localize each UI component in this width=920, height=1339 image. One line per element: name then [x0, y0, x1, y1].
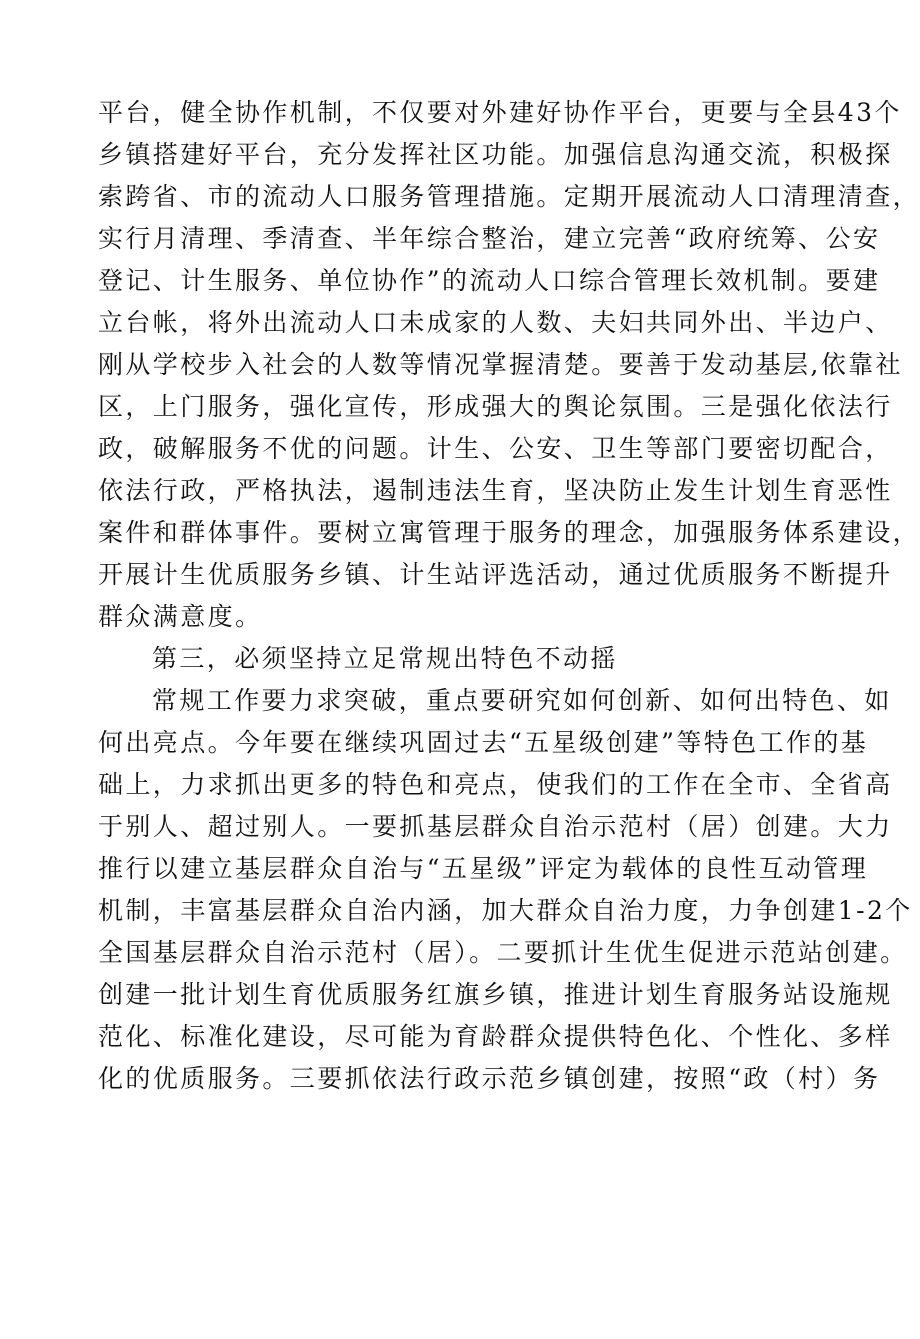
text-line: 机制，丰富基层群众自治内涵，加大群众自治力度，力争创建1-2个 — [98, 896, 913, 925]
text-line: 范化、标准化建设，尽可能为育龄群众提供特色化、个性化、多样 — [98, 1022, 893, 1051]
text-line: 依法行政，严格执法，遏制违法生育，坚决防止发生计划生育恶性 — [98, 476, 893, 505]
text-line: 开展计生优质服务乡镇、计生站评选活动，通过优质服务不断提升 — [98, 560, 893, 589]
text-line: 平台，健全协作机制，不仅要对外建好协作平台，更要与全县43个 — [98, 98, 902, 127]
text-line: 登记、计生服务、单位协作”的流动人口综合管理长效机制。要建 — [98, 266, 881, 295]
text-line: 全国基层群众自治示范村（居）。二要抓计生优生促进示范站创建。 — [98, 938, 908, 967]
text-line: 实行月清理、季清查、半年综合整治，建立完善“政府统筹、公安 — [98, 224, 881, 253]
body-text — [98, 92, 920, 1100]
text-line: 创建一批计划生育优质服务红旗乡镇，推进计划生育服务站设施规 — [98, 980, 893, 1009]
text-line: 区，上门服务，强化宣传，形成强大的舆论氛围。三是强化依法行 — [98, 392, 893, 421]
section-heading: 第三，必须坚持立足常规出特色不动摇 — [152, 644, 618, 673]
paragraph-first-line: 常规工作要力求突破，重点要研究如何创新、如何出特色、如 — [152, 686, 892, 715]
text-line: 何出亮点。今年要在继续巩固过去“五星级创建”等特色工作的基 — [98, 728, 869, 757]
text-line: 群众满意度。 — [98, 602, 263, 631]
text-line: 刚从学校步入社会的人数等情况掌握清楚。要善于发动基层,依靠社 — [98, 350, 903, 379]
text-line: 推行以建立基层群众自治与“五星级”评定为载体的良性互动管理 — [98, 854, 869, 883]
text-line: 立台帐，将外出流动人口未成家的人数、夫妇共同外出、半边户、 — [98, 308, 893, 337]
text-line: 案件和群体事件。要树立寓管理于服务的理念，加强服务体系建设， — [98, 518, 920, 547]
text-line: 础上，力求抓出更多的特色和亮点，使我们的工作在全市、全省高 — [98, 770, 893, 799]
text-line: 政，破解服务不优的问题。计生、公安、卫生等部门要密切配合， — [98, 434, 893, 463]
text-line: 化的优质服务。三要抓依法行政示范乡镇创建，按照“政（村）务 — [98, 1064, 881, 1093]
text-line: 索跨省、市的流动人口服务管理措施。定期开展流动人口清理清查， — [98, 182, 920, 211]
text-line: 于别人、超过别人。一要抓基层群众自治示范村（居）创建。大力 — [98, 812, 893, 841]
text-line: 乡镇搭建好平台，充分发挥社区功能。加强信息沟通交流，积极探 — [98, 140, 893, 169]
